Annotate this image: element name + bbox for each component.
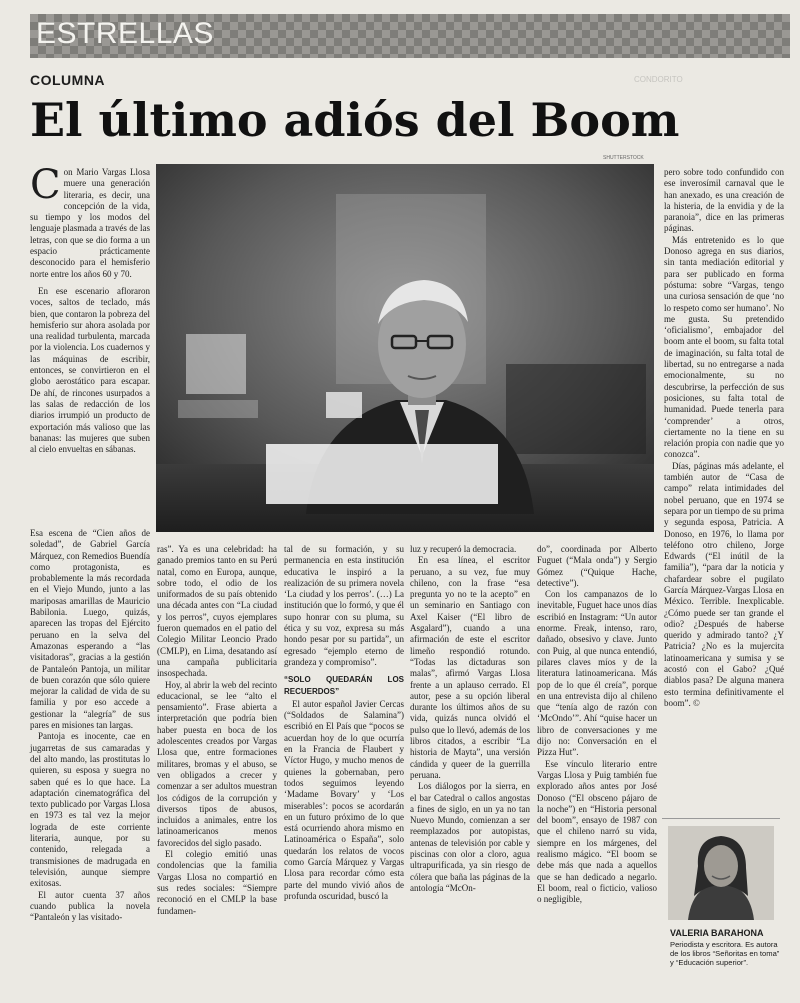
- bleed-through-text: CONDORITO: [634, 75, 683, 84]
- column-4: [284, 544, 404, 902]
- paragraph: do”, coordinada por Alberto Fuguet (“Mala onda”) y Sergio Gómez (“Quique Hache, detective”).: [537, 544, 657, 588]
- paragraph: Hoy, al abrir la web del recinto educacional, se lee “alto el pensamiento”. Frase abierta a interpretación que podría bien haber puesta en boca de los adolescentes creados por Vargas Llosa que, entre formaciones militares, bromas y el abuso, se ven obligados a crecer y comenzar a ser adultos muestran los códigos de la corrupción y diversos tipos de abusos, incluidos a animales, entre los latinoamericanos menos favorecidos del siglo pasado.: [157, 679, 277, 848]
- paragraph: Pantoja es inocente, cae en jugarretas de sus camaradas y del alto mando, las prostitutas lo quieren, su esposa y suegra no saben qué es lo que hace. La adaptación cinematográfica del texto publicado por Vargas Llosa en 1973 es tal vez la mejor lograda de este corriente literaria, aunque, por su contenido, relegada a transmisiones de madrugada en televisión, aunque siempre exitosas.: [30, 731, 150, 889]
- paragraph: tal de su formación, y su permanencia en esta institución educativa le inspiró a la realización de su primera novela ‘La ciudad y los perros’. (…) La institución que lo formó, y que él supo honrar con su pluma, su ética y su voz, expresa su más hondo pesar por su partida”, un egresado “ejemplo eterno de grandeza y compromiso”.: [284, 544, 404, 667]
- kicker-label: COLUMNA: [30, 72, 106, 88]
- paragraph: pero sobre todo confundido con ese inverosímil carnaval que le han anexado, es una creación de la histeria, de la envidia y de la paranoia”, dice en las primeras páginas.: [664, 167, 784, 234]
- section-title: ESTRELLAS: [36, 17, 214, 50]
- section-banner: [30, 14, 790, 58]
- column-6: [537, 544, 657, 906]
- author-bio: Periodista y escritora. Es autora de los libros “Señoritas en toma” y “Educación superior”.: [670, 940, 780, 967]
- author-name: VALERIA BARAHONA: [670, 928, 764, 938]
- paragraph: Con Mario Vargas Llosa muere una generación literaria, es decir, una concepción de la vida, su tiempo y los modos del lenguaje plasmada a través de las letras, con que se dio forma a un espacio prácticamente desconocido para el hemisferio norte entre los años 60 y 70.: [30, 162, 150, 279]
- column-5: [410, 544, 530, 894]
- paragraph: Días, páginas más adelante, el también autor de “Casa de campo” relata intimidades del nobel peruano, que en 1974 se separa por un tiempo de su prima y segunda esposa, Patricia. A Donoso, en 1976, lo llama por teléfono otro chileno, Jorge Edwards (“El inútil de la familia”), “para dar la noticia y chafardear sobre el pugilato García Márquez-Vargas Llosa en México. Terrible. Inexplicable. ¿Cómo puede ser tan grande el odio? ¿Después de haberse querido y admirado tanto? ¿Y Patricia? ¿No es la mujercita latinoamericana y sumisa y se acostó con el Gabo? ¿Qué diablos pasa? De alguna manera esto termina definitivamente el boom”. ©: [664, 460, 784, 708]
- column-2: [30, 528, 150, 923]
- column-7: [664, 167, 784, 709]
- paragraph: Con los campanazos de lo inevitable, Fuguet hace unos días escribió en Instagram: “Un autor enorme. Freak, intenso, raro, dañado, obsesivo y clave. Junto con Puig, al que nunca entendió, pilares claves míos y de la literatura latinoamericana. Más pop de lo que él creía”, porque en una entrevista dijo al chileno que “tenía algo de razón con ‘McOndo’”. Ahí “quise hacer un libro de conversaciones y me dijo no: Conversación en el Pizza Hut”.: [537, 589, 657, 758]
- column-3: [157, 544, 277, 917]
- portrait-illustration: [156, 164, 654, 532]
- photo-credit: SHUTTERSTOCK: [603, 155, 644, 161]
- author-portrait-illustration: [668, 826, 774, 920]
- paragraph: El colegio emitió unas condolencias que la familia Vargas Llosa no compartió en sus redes sociales: “Siempre reconoció en el CMLP la base fundamen-: [157, 849, 277, 916]
- headline: El último adiós del Boom: [30, 93, 680, 147]
- paragraph: Los diálogos por la sierra, en el bar Catedral o callos angostas a fines de siglo, en un ya no tan Nuevo Mundo, comienzan a ser reemplazados por autopistas, antenas de televisión por cable y piscinas con olor a cloro, agua ultrapurificada, ya sin riesgo de cólera que baña las páginas de la antología “McOn-: [410, 781, 530, 893]
- paragraph: El autor cuenta 37 años cuando publica la novela “Pantaleón y las visitado-: [30, 889, 150, 923]
- paragraph: En esa línea, el escritor peruano, a su vez, fue muy chileno, con la frase “esa pregunta yo no te la acepto” en un seminario en Santiago con Axel Kaiser (“El libro de Asgalard”), cuando a una afirmación de este el escritor limeño respondió rotundo. “Todas las dictaduras son malas”, afirmó Vargas Llosa frente a un aplauso cerrado. El autor, pese a su opción liberal durante los últimos años de su vida, quizás nunca olvidó el pulso que lo llevó, además de los libros citados, a escribir “La historia de Mayta”, una versión cándida y queer de la guerrilla peruana.: [410, 555, 530, 780]
- author-photo: [668, 826, 774, 920]
- paragraph: Ese vínculo literario entre Vargas Llosa y Puig también fue explorado años antes por José Donoso (“El obsceno pájaro de la noche”) en “Historia personal del boom”, ensayo de 1987 con que el chileno narró su vida, siempre en los márgenes, del realismo mágico. “El boom se debe más que nada a aquellos que se han dedicado a negarlo. El boom, real o ficticio, valioso o negligible,: [537, 758, 657, 905]
- paragraph: Más entretenido es lo que Donoso agrega en sus diarios, sin tanta mediación editorial y para ser publicado en forma póstuma: sobre “Vargas, tengo una curiosa sensación de que ‘no lo respeto como ser humano’. No me gusta. Su pretendido ‘oficialismo’, embajador del boom ante el boom, su falta total de imaginación, su falta total de libertad, su no entregarse a nada emocionalmente, su no descubrirse, la perfección de sus posiciones, su falta total de humanidad. Puede tenerla para ‘comprender’ a otros, ciertamente no la tiene en su relación propia con nadie que yo conozca”.: [664, 234, 784, 460]
- paragraph: luz y recuperó la democracia.: [410, 544, 517, 554]
- lead-photo: [156, 164, 654, 532]
- drop-cap: C: [30, 162, 61, 208]
- divider: [662, 818, 780, 819]
- paragraph: ras”. Ya es una celebridad: ha ganado premios tanto en su Perú natal, como en Europa, aunque, sobre todo, el odio de los uniformados de su país obtenido una década antes con “La ciudad y los perros”, cuyos ejemplares fueron quemados en el patio del Colegio Militar Leoncio Prado (CMLP), en Lima, desatando así una campaña publicitaria insospechada.: [157, 544, 277, 679]
- paragraph: Esa escena de “Cien años de soledad”, de Gabriel García Márquez, con Remedios Buendía como protagonista, es probablemente la más recordada en el Viejo Mundo, junto a las mariposas amarillas de Mauricio Babilonia. Luego, quizás, aparecen las tropas del Ejército peruano en la selva del Amazonas esperando a “las visitadoras”, gracias a la gestión de Pantaleón Pantoja, un militar de buen corazón que sólo quiere mejorar la calidad de vida de su familia y por eso accede a gestionar la “alegría” de sus pares en misiones tan largas.: [30, 528, 150, 731]
- paragraph: El autor español Javier Cercas (“Soldados de Salamina”) escribió en El País que “pocos se acuerdan hoy de lo que ocurría en la Francia de Flaubert y Víctor Hugo, y mucho menos de quienes la gobernaban, pero todos seguimos leyendo ‘Madame Bovary’ y ‘Los miserables’: pocos se acordarán en un futuro próximo de lo que está ocurriendo ahora mismo en Latinoamérica o España”, solo quedarán los relatos de vocos como García Márquez y Vargas Llosa para recordar cómo esta parte del mundo vivió años de profunda oscuridad, buscó la: [284, 698, 404, 901]
- subheading: “SOLO QUEDARÁN LOS RECUERDOS”: [284, 675, 404, 696]
- column-1: [30, 162, 150, 455]
- paragraph: En ese escenario afloraron voces, saltos de teclado, más bien, que contaron la pobreza del hemisferio sur ahora asolada por una realidad turbulenta, marcada por la violencia. Los cuadernos y las máquinas de escribir, entonces, se convirtieron en el globo aerostático para escapar. De ahí, de rincones usurpados a las salas de redacción de los diarios irrumpió un producto de exportación más valioso que las bananas: las mujeres que suben al cielo envueltas en sábanas.: [30, 285, 150, 455]
